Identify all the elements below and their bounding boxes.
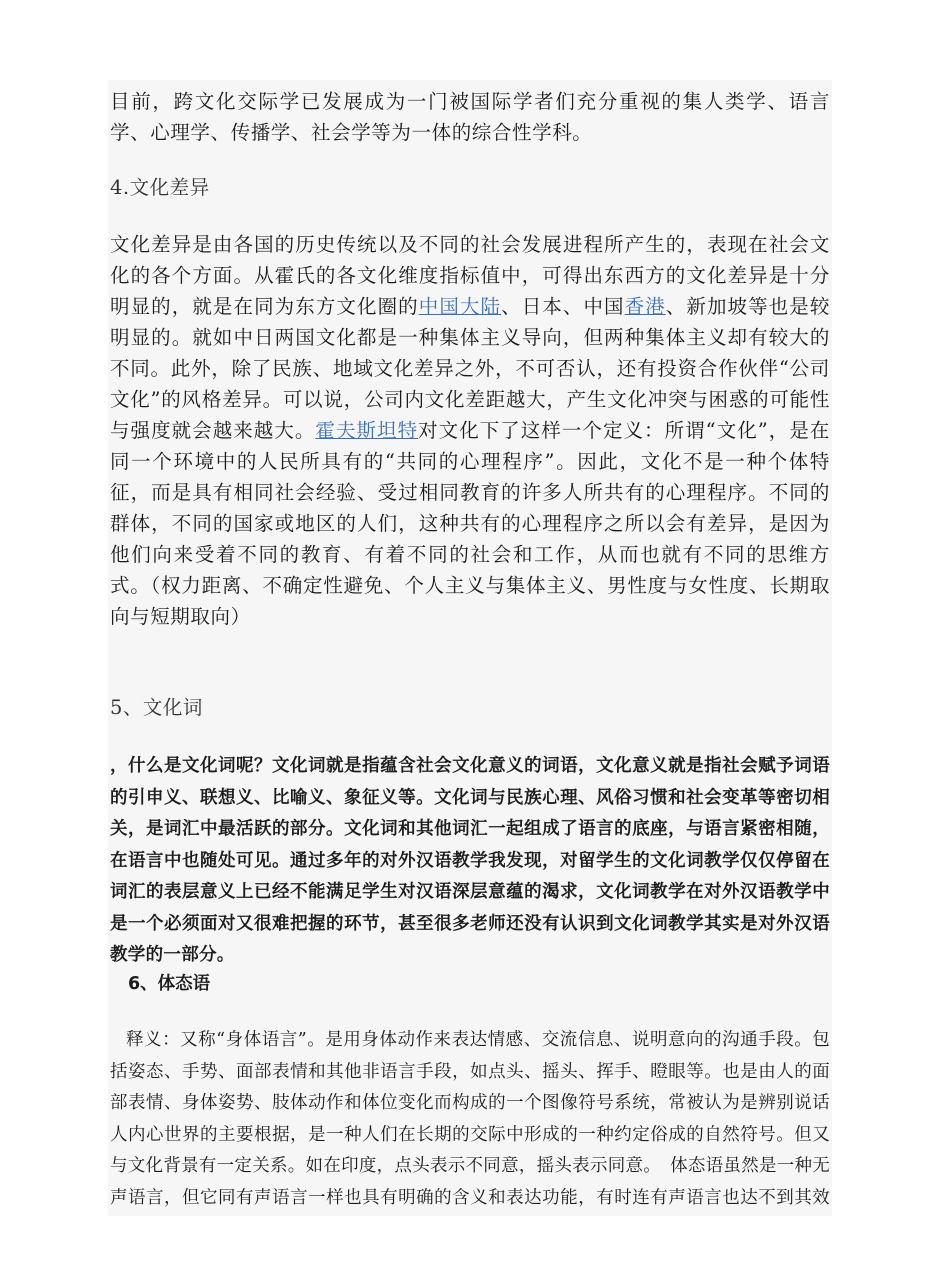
section-heading-culture-words: 5、文化词 <box>110 696 203 719</box>
link-mainland-china[interactable]: 中国大陆 <box>418 295 502 318</box>
culture-words-paragraph: ，什么是文化词呢？文化词就是指蕴含社会文化意义的词语，文化意义就是指社会赋予词语的引申义、联想义、比喻义、象征义等。文化词与民族心理、风俗习惯和社会变革等密切相关，是词汇中最活跃的部分。文化词和其他词汇一起组成了语言的底座，与语言紧密相随，在语言中也随处可见。通过多年的对外汉语教学我发现，对留学生的文化词教学仅仅停留在词汇的表层意义上已经不能满足学生对汉语深层意蕴的渴求，文化词教学在对外汉语教学中是一个必须面对又很难把握的环节，甚至很多老师还没有认识到文化词教学其实是对外汉语教学的一部分。 <box>110 756 830 965</box>
section-heading-cultural-differences: 4.文化差异 <box>110 176 210 199</box>
page-bottom-cutoff <box>108 1216 832 1230</box>
paragraph-text: 、日本、中国 <box>501 295 625 318</box>
link-hofstede[interactable]: 霍夫斯坦特 <box>315 419 419 442</box>
paragraph-text: 对文化下了这样一个定义：所谓“文化”，是在同一个环境中的人民所具有的“共同的心理程序”。因此，文化不是一种个体特征，而是具有相同社会经验、受过相同教育的许多人所共有的心理程序。不同的群体，不同的国家或地区的人们，这种共有的心理程序之所以会有差异，是因为他们向来受着不同的教育、有着不同的社会和工作，从而也就有不同的思维方式。（权力距离、不确定性避免、个人主义与集体主义、男性度与女性度、长期取向与短期取向） <box>110 419 830 628</box>
paragraph-text: 、新加坡等也是较明显的。就如中日两国文化都是一种集体主义导向，但两种集体主义却有较大的不同。此外，除了民族、地域文化差异之外，不可否认，还有投资合作伙伴“公司文化”的风格差异。可以说，公司内文化差距越大，产生文化冲突与困惑的可能性与强度就会越来越大。 <box>110 295 830 442</box>
intro-paragraph: 目前，跨文化交际学已发展成为一门被国际学者们充分重视的集人类学、语言学、心理学、传播学、社会学等为一体的综合性学科。 <box>110 90 830 144</box>
paragraph-text: 文化差异是由各国的历史传统以及不同的社会发展进程所产生的，表现在社会文化的各个方面。从霍氏的各文化维度指标值中，可得出东西方的文化差异是十分明显的，就是在同为东方文化圈的 <box>110 233 830 318</box>
cultural-differences-paragraph <box>110 229 830 632</box>
body-language-paragraph: 释义：又称“身体语言”。是用身体动作来表达情感、交流信息、说明意向的沟通手段。包括姿态、手势、面部表情和其他非语言手段，如点头、摇头、挥手、瞪眼等。也是由人的面部表情、身体姿势、肢体动作和体位变化而构成的一个图像符号系统，常被认为是辨别说话人内心世界的主要根据，是一种人们在长期的交际中形成的一种约定俗成的自然符号。但又与文化背景有一定关系。如在印度，点头表示不同意，摇头表示同意。 体态语虽然是一种无声语言，但它同有声语言一样也具有明确的含义和表达功能，有时连有声语言也达不到其效 <box>110 1030 830 1208</box>
document-sheet <box>108 80 832 1230</box>
section-heading-body-language: 6、体态语 <box>128 974 211 994</box>
link-hong-kong[interactable]: 香港 <box>624 295 666 318</box>
